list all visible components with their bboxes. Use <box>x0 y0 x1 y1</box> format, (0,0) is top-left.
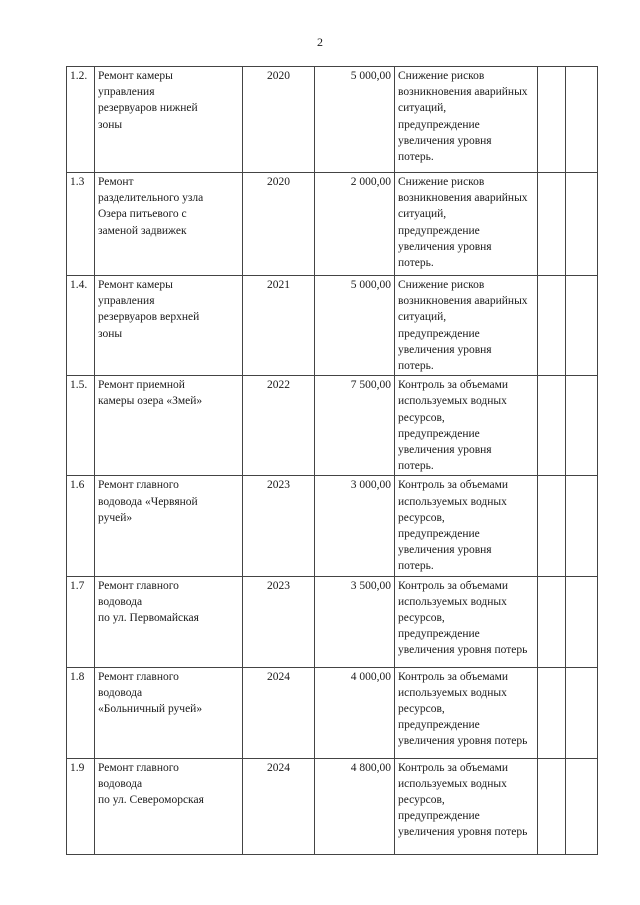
measure-name: Ремонт главного водовода «Червяной ручей» <box>95 476 243 576</box>
row-number: 1.6 <box>67 476 95 576</box>
empty-cell <box>566 758 598 854</box>
measure-amount: 5 000,00 <box>315 67 395 173</box>
measure-result: Снижение рисков возникновения аварийных ситуаций, предупреждение увеличения уровня потерь. <box>395 67 538 173</box>
row-number: 1.8 <box>67 667 95 758</box>
measure-result: Контроль за объемами используемых водных ресурсов, предупреждение увеличения уровня потерь <box>395 667 538 758</box>
empty-cell <box>566 67 598 173</box>
measure-year: 2022 <box>243 376 315 476</box>
measure-name: Ремонт камеры управления резервуаров нижней зоны <box>95 67 243 173</box>
measure-name: Ремонт главного водовода по ул. Первомайская <box>95 576 243 667</box>
measure-amount: 5 000,00 <box>315 276 395 376</box>
row-number: 1.3 <box>67 173 95 276</box>
measure-amount: 3 000,00 <box>315 476 395 576</box>
page-number: 2 <box>317 35 323 49</box>
table-row <box>67 173 598 276</box>
empty-cell <box>538 173 566 276</box>
empty-cell <box>566 276 598 376</box>
measure-result: Контроль за объемами используемых водных ресурсов, предупреждение увеличения уровня потерь. <box>395 476 538 576</box>
empty-cell <box>538 67 566 173</box>
measure-result: Снижение рисков возникновения аварийных ситуаций, предупреждение увеличения уровня потерь. <box>395 173 538 276</box>
table-row <box>67 667 598 758</box>
measure-year: 2021 <box>243 276 315 376</box>
measure-name: Ремонт разделительного узла Озера питьевого с заменой задвижек <box>95 173 243 276</box>
measures-table <box>66 66 598 855</box>
measure-year: 2024 <box>243 667 315 758</box>
measure-name: Ремонт камеры управления резервуаров верхней зоны <box>95 276 243 376</box>
table-row <box>67 376 598 476</box>
measure-year: 2024 <box>243 758 315 854</box>
table-row <box>67 276 598 376</box>
empty-cell <box>566 476 598 576</box>
measure-year: 2023 <box>243 476 315 576</box>
empty-cell <box>538 276 566 376</box>
measure-amount: 2 000,00 <box>315 173 395 276</box>
measure-year: 2020 <box>243 67 315 173</box>
measure-amount: 4 000,00 <box>315 667 395 758</box>
measure-result: Контроль за объемами используемых водных ресурсов, предупреждение увеличения уровня потерь <box>395 758 538 854</box>
table-row <box>67 67 598 173</box>
empty-cell <box>566 173 598 276</box>
row-number: 1.5. <box>67 376 95 476</box>
empty-cell <box>538 758 566 854</box>
measure-amount: 7 500,00 <box>315 376 395 476</box>
row-number: 1.7 <box>67 576 95 667</box>
empty-cell <box>538 667 566 758</box>
measure-year: 2023 <box>243 576 315 667</box>
row-number: 1.4. <box>67 276 95 376</box>
measure-amount: 4 800,00 <box>315 758 395 854</box>
measure-name: Ремонт приемной камеры озера «Змей» <box>95 376 243 476</box>
table-row <box>67 758 598 854</box>
measure-name: Ремонт главного водовода «Больничный ручей» <box>95 667 243 758</box>
measure-result: Контроль за объемами используемых водных ресурсов, предупреждение увеличения уровня потерь <box>395 576 538 667</box>
row-number: 1.9 <box>67 758 95 854</box>
empty-cell <box>566 667 598 758</box>
measure-result: Снижение рисков возникновения аварийных ситуаций, предупреждение увеличения уровня потерь. <box>395 276 538 376</box>
measure-year: 2020 <box>243 173 315 276</box>
empty-cell <box>538 576 566 667</box>
row-number: 1.2. <box>67 67 95 173</box>
empty-cell <box>538 376 566 476</box>
measure-amount: 3 500,00 <box>315 576 395 667</box>
table-row <box>67 576 598 667</box>
empty-cell <box>566 376 598 476</box>
measure-result: Контроль за объемами используемых водных ресурсов, предупреждение увеличения уровня потерь. <box>395 376 538 476</box>
empty-cell <box>538 476 566 576</box>
table-row <box>67 476 598 576</box>
empty-cell <box>566 576 598 667</box>
measure-name: Ремонт главного водовода по ул. Североморская <box>95 758 243 854</box>
